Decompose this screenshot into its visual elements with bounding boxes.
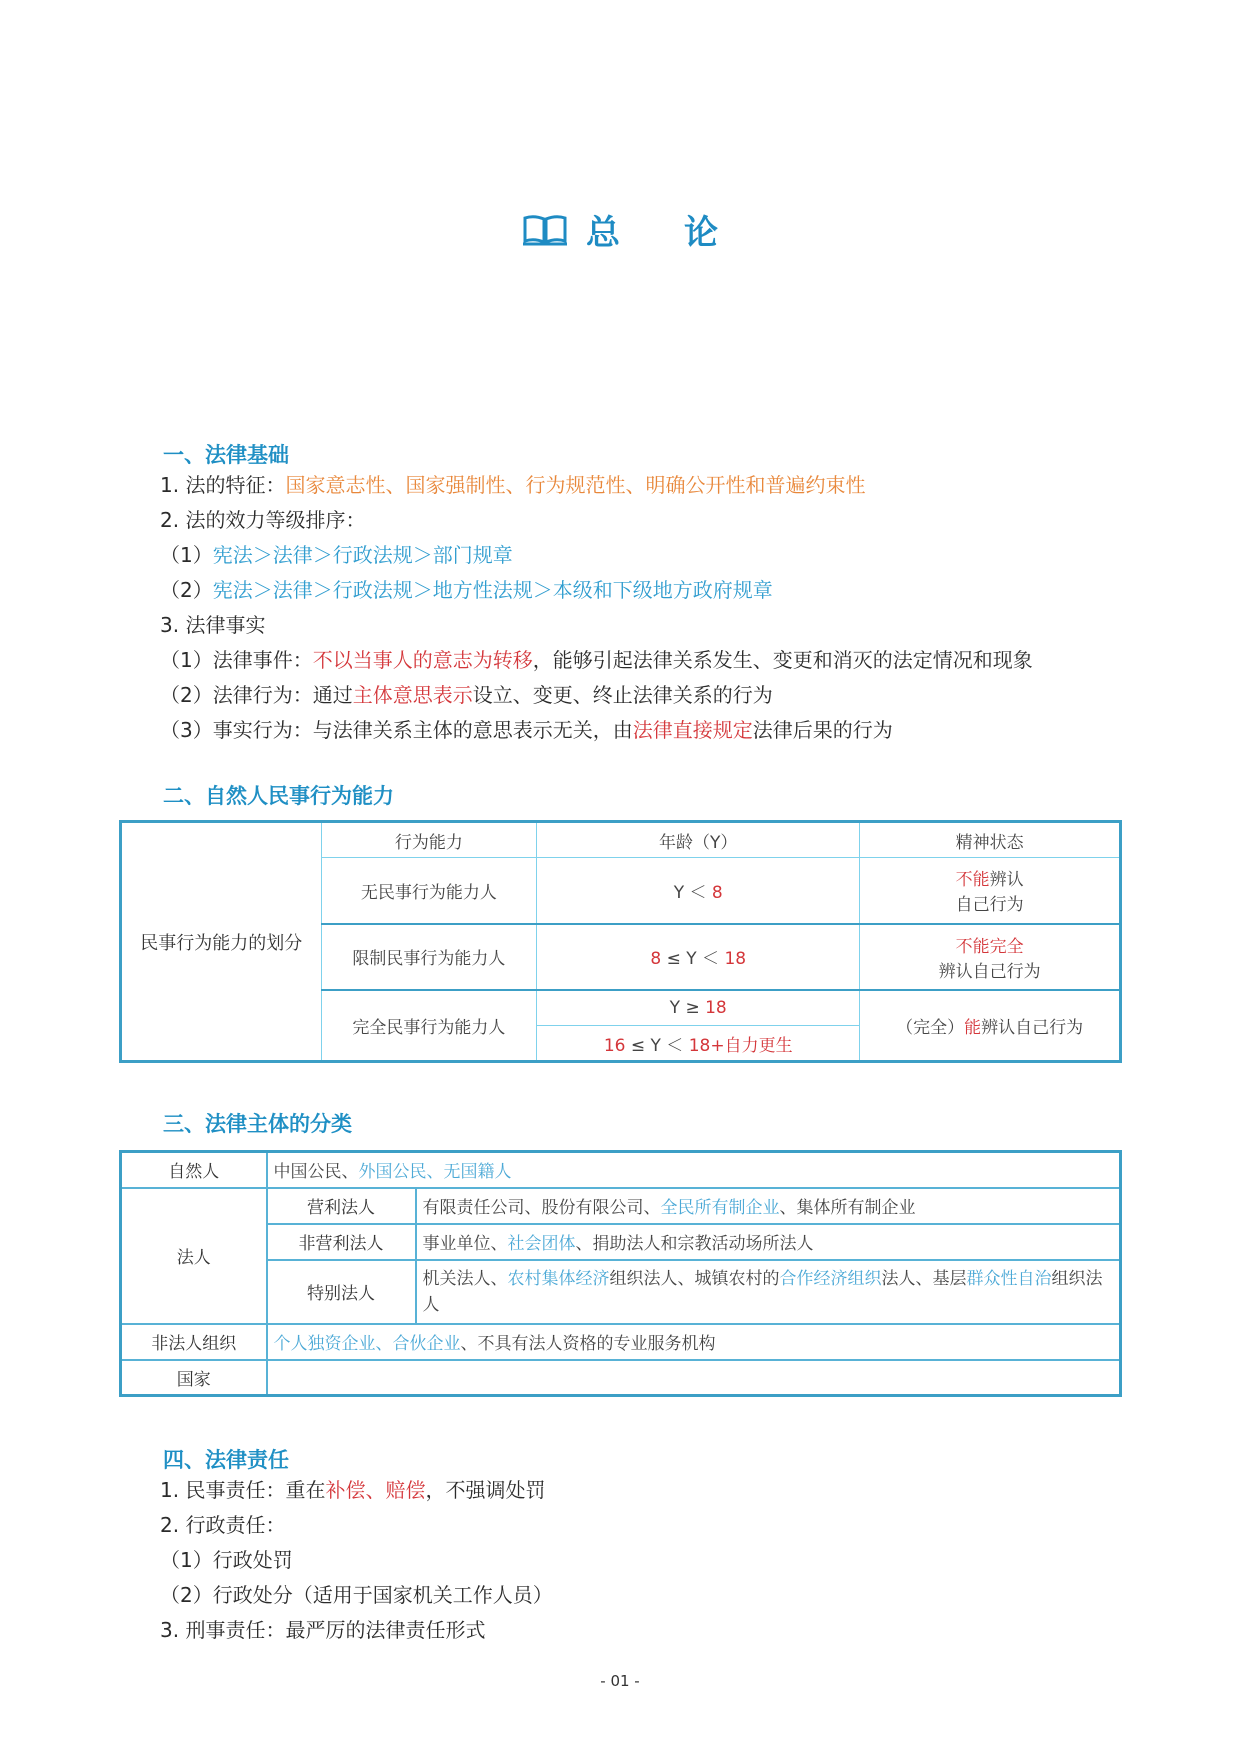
capacity-table: 民事行为能力的划分 行为能力 年龄（Y） 精神状态 无民事行为能力人 Y ＜ 8 不能辨认 自己行为 限制民事行为能力人 8 ≤ Y ＜ 18 不能完全 辨认自己行为 完全民事行为能力人 Y ≥ 18 （完全）能辨认自己行为 16 ≤ Y ＜ 18+自力更生: [119, 820, 1122, 1063]
section-heading-4: 四、法律责任: [163, 1448, 289, 1472]
table-row: 非法人组织 个人独资企业、合伙企业、不具有法人资格的专业服务机构: [121, 1324, 1121, 1360]
legal-event-line: （1）法律事件：不以当事人的意志为转移，能够引起法律关系发生、变更和消灭的法定情况和现象: [160, 648, 1033, 672]
col-capacity: 行为能力: [321, 822, 537, 858]
row-header: 民事行为能力的划分: [121, 822, 322, 1062]
table-row: 完全民事行为能力人 Y ≥ 18 （完全）能辨认自己行为: [121, 990, 1121, 1026]
legal-subject-table: [119, 1150, 1122, 1397]
factual-act-line: （3）事实行为：与法律关系主体的意思表示无关，由法律直接规定法律后果的行为: [160, 718, 893, 742]
table-row: 法人 营利法人 有限责任公司、股份有限公司、全民所有制企业、集体所有制企业: [121, 1188, 1121, 1224]
law-hierarchy-2: （2）宪法＞法律＞行政法规＞地方性法规＞本级和下级地方政府规章: [160, 578, 773, 602]
title-word-1: 总: [586, 213, 620, 253]
law-features-line: 1. 法的特征：国家意志性、国家强制性、行为规范性、明确公开性和普遍约束性: [160, 473, 866, 497]
table-row: 自然人 中国公民、外国公民、无国籍人: [121, 1152, 1121, 1188]
legal-act-line: （2）法律行为：通过主体意思表示设立、变更、终止法律关系的行为: [160, 683, 773, 707]
law-hierarchy-1: （1）宪法＞法律＞行政法规＞部门规章: [160, 543, 513, 567]
book-icon: [522, 214, 568, 246]
table-row: 特别法人 机关法人、农村集体经济组织法人、城镇农村的合作经济组织法人、基层群众性自治组织法人: [121, 1260, 1121, 1324]
table-row: 国家: [121, 1360, 1121, 1396]
table-row: 限制民事行为能力人 8 ≤ Y ＜ 18 不能完全 辨认自己行为: [121, 924, 1121, 990]
page-title: [0, 205, 1240, 254]
title-word-2: 论: [684, 213, 718, 253]
table-row: 非营利法人 事业单位、社会团体、捐助法人和宗教活动场所法人: [121, 1224, 1121, 1260]
legal-facts-heading: 3. 法律事实: [160, 613, 266, 637]
section-heading-1: 一、法律基础: [163, 443, 289, 467]
col-age: 年龄（Y）: [537, 822, 860, 858]
law-hierarchy-heading: 2. 法的效力等级排序：: [160, 508, 366, 532]
section-heading-3: 三、法律主体的分类: [163, 1112, 352, 1136]
col-mental: 精神状态: [860, 822, 1121, 858]
admin-penalty-line: （1）行政处罚: [160, 1548, 293, 1572]
page-number: - 01 -: [600, 1672, 640, 1690]
table-row: 无民事行为能力人 Y ＜ 8 不能辨认 自己行为: [121, 858, 1121, 924]
admin-sanction-line: （2）行政处分（适用于国家机关工作人员）: [160, 1583, 553, 1607]
civil-liability-line: 1. 民事责任：重在补偿、赔偿，不强调处罚: [160, 1478, 546, 1502]
criminal-liability-line: 3. 刑事责任：最严厉的法律责任形式: [160, 1618, 486, 1642]
section-heading-2: 二、自然人民事行为能力: [163, 784, 394, 808]
admin-liability-heading: 2. 行政责任：: [160, 1513, 286, 1537]
